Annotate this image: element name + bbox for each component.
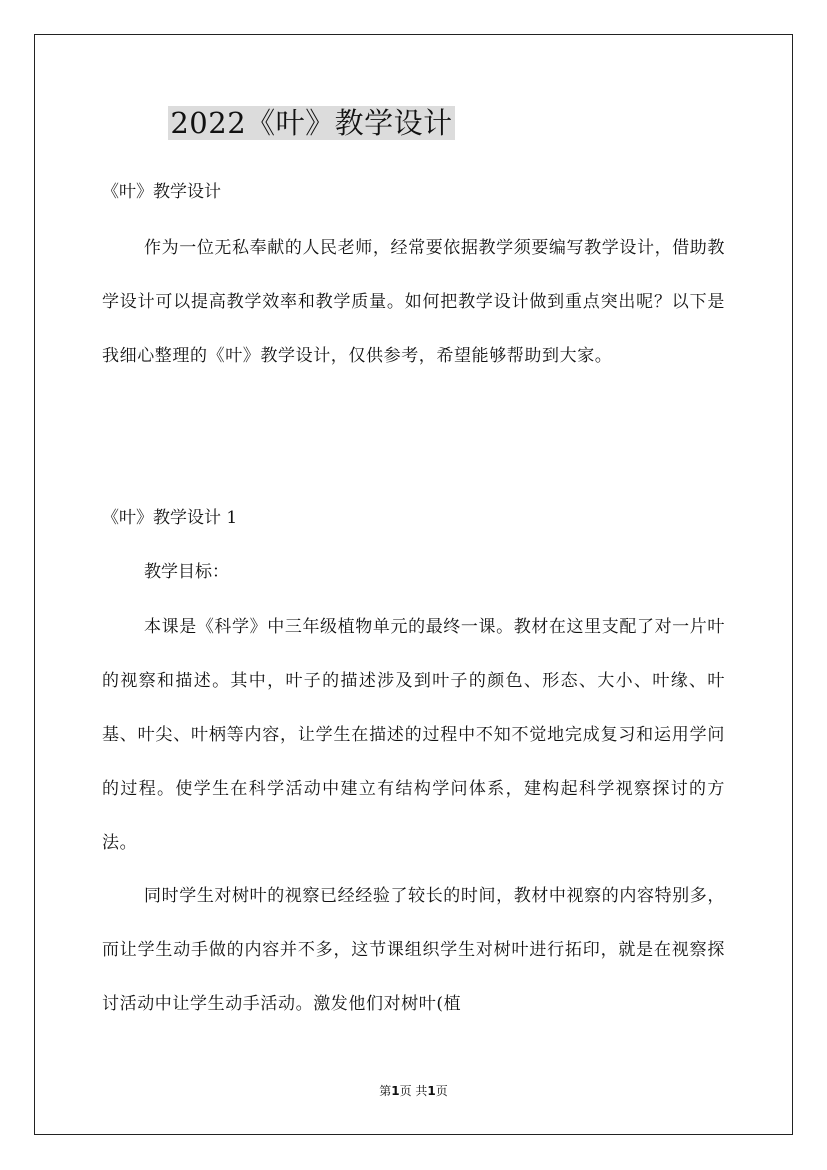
document-title bbox=[0, 103, 623, 143]
footer-page-mid: 页 共 bbox=[399, 1084, 428, 1098]
paragraph-observation: 同时学生对树叶的视察已经经验了较长的时间，教材中视察的内容特别多，而让学生动手做的内容并不多，这节课组织学生对树叶进行拓印，就是在视察探讨活动中让学生动手活动。激发他们对树叶(植 bbox=[102, 886, 725, 1014]
document-title-text: 2022《叶》教学设计 bbox=[170, 106, 453, 140]
paragraph-course-overview: 本课是《科学》中三年级植物单元的最终一课。教材在这里支配了对一片叶的视察和描述。其中，叶子的描述涉及到叶子的颜色、形态、大小、叶缘、叶基、叶尖、叶柄等内容，让学生在描述的过程中不知不觉地完成复习和运用学问的过程。使学生在科学活动中建立有结构学问体系，建构起科学视察探讨的方法。 bbox=[102, 617, 725, 853]
footer-page-suffix: 页 bbox=[435, 1084, 448, 1098]
page-footer bbox=[0, 1083, 827, 1099]
footer-page-total: 1 bbox=[427, 1084, 436, 1098]
section-heading-main: 《叶》教学设计 bbox=[102, 182, 221, 202]
intro-paragraph: 作为一位无私奉献的人民老师，经常要依据教学须要编写教学设计，借助教学设计可以提高教学效率和教学质量。如何把教学设计做到重点突出呢？以下是我细心整理的《叶》教学设计，仅供参考，希望能够帮助到大家。 bbox=[102, 238, 725, 366]
footer-page-prefix: 第 bbox=[379, 1084, 392, 1098]
section-heading-design-1: 《叶》教学设计 1 bbox=[102, 508, 238, 528]
footer-page-current: 1 bbox=[391, 1084, 400, 1098]
objectives-label: 教学目标： bbox=[144, 562, 229, 582]
